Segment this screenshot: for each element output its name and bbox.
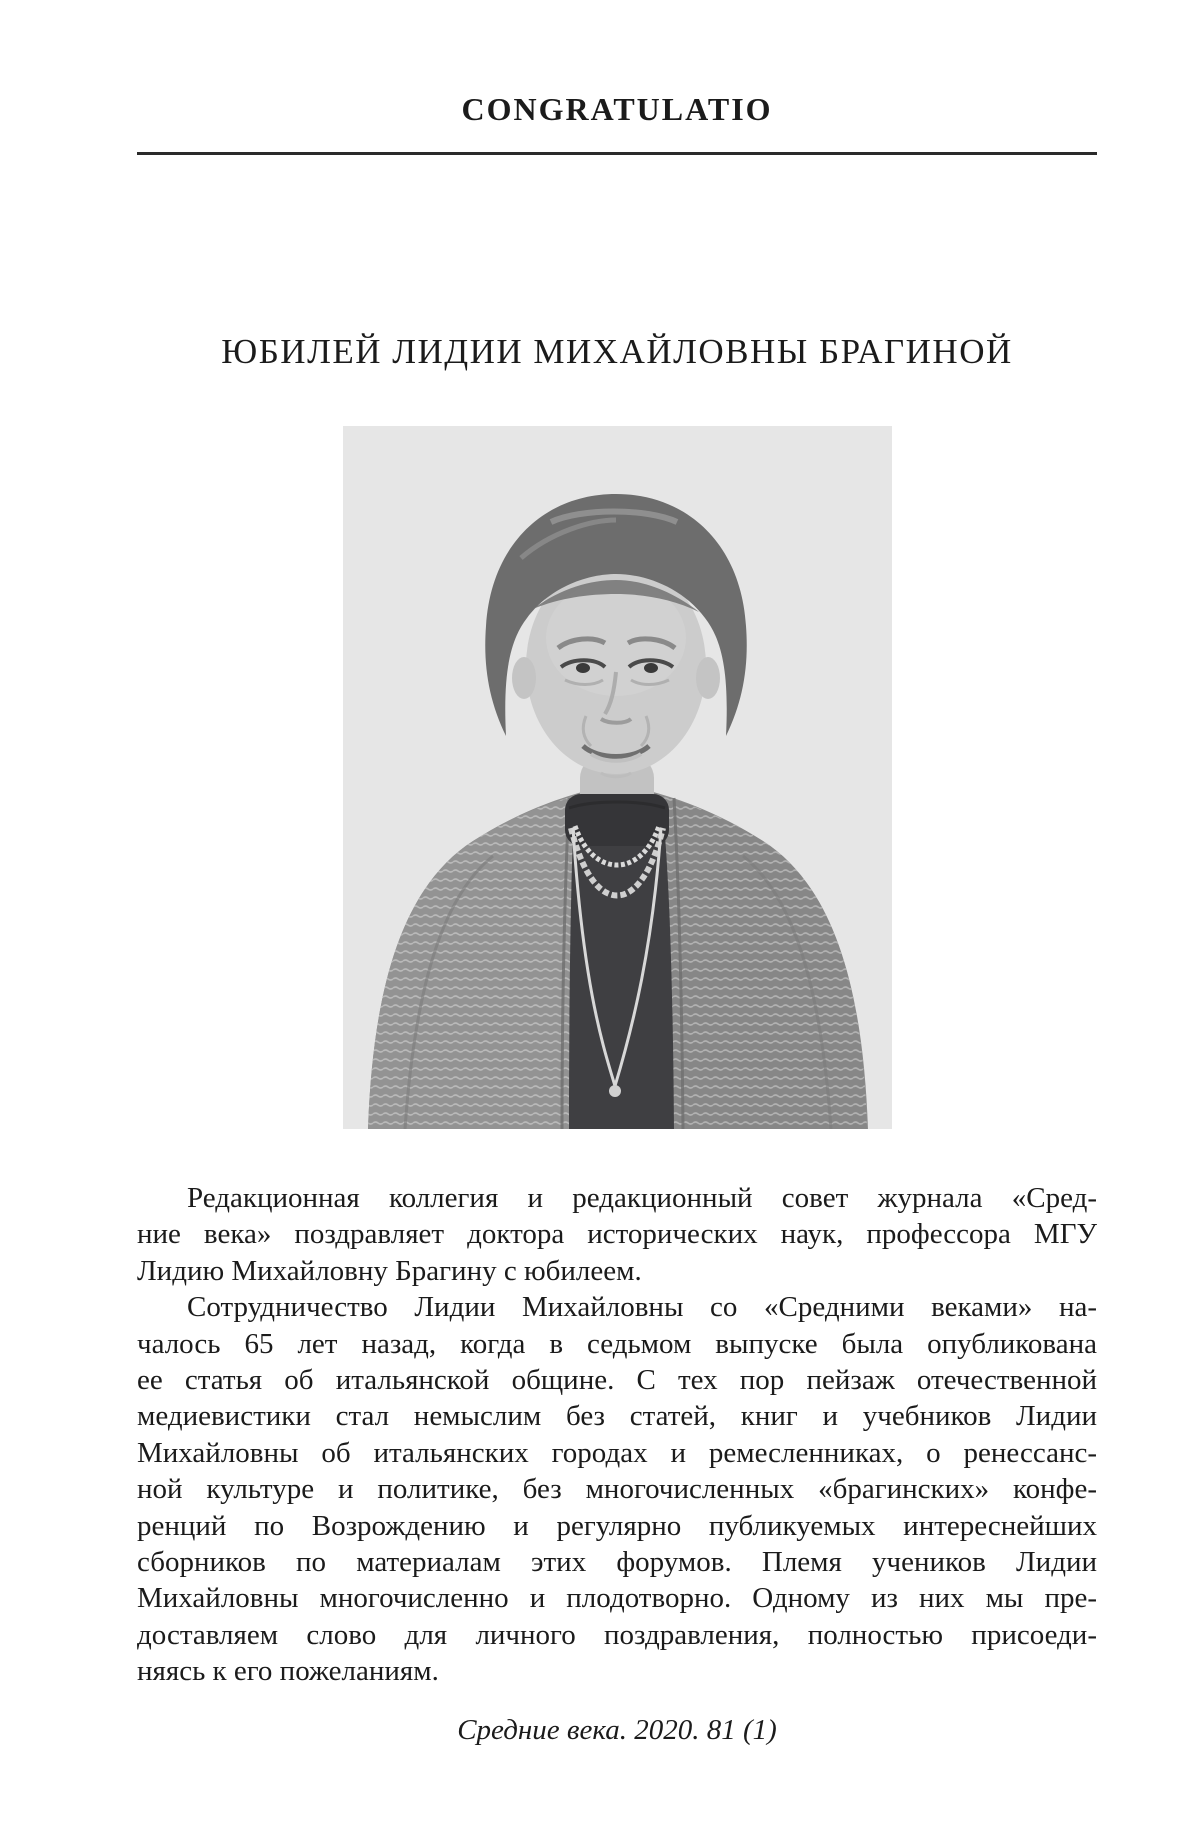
body-line: доставляем слово для личного поздравления, полностью присоеди- (137, 1618, 1097, 1651)
article-title: ЮБИЛЕЙ ЛИДИИ МИХАЙЛОВНЫ БРАГИНОЙ (221, 332, 1013, 371)
body-line: ние века» поздравляет доктора исторических наук, профессора МГУ (137, 1218, 1097, 1251)
body-line: Михайловны многочисленно и плодотворно. Одному из них мы пре- (137, 1582, 1097, 1615)
header-rule (137, 152, 1097, 155)
body-text (137, 1180, 1097, 1690)
body-line: ной культуре и политике, без многочисленных «брагинских» конфе- (137, 1473, 1097, 1506)
body-line: Лидию Михайловну Брагину с юбилеем. (137, 1254, 642, 1287)
body-line: медиевистики стал немыслим без статей, книг и учебников Лидии (137, 1400, 1097, 1433)
portrait-photo (343, 426, 892, 1129)
body-line: Сотрудничество Лидии Михайловны со «Средними веками» на- (187, 1291, 1097, 1324)
journal-footer: Средние века. 2020. 81 (1) (457, 1714, 777, 1746)
body-line: ее статья об итальянской общине. С тех пор пейзаж отечественной (137, 1364, 1097, 1397)
body-line: сборников по материалам этих форумов. Племя учеников Лидии (137, 1546, 1097, 1579)
body-line: Редакционная коллегия и редакционный совет журнала «Сред- (187, 1182, 1097, 1214)
running-head: CONGRATULATIO (461, 91, 773, 127)
body-line: няясь к его пожеланиям. (137, 1655, 439, 1688)
body-line: чалось 65 лет назад, когда в седьмом выпуске была опубликована (137, 1327, 1097, 1360)
body-line: ренций по Возрождению и регулярно публикуемых интереснейших (137, 1509, 1097, 1542)
body-line: Михайловны об итальянских городах и ремесленниках, о ренессанс- (137, 1436, 1097, 1469)
portrait-photo-graphic (343, 426, 892, 1129)
